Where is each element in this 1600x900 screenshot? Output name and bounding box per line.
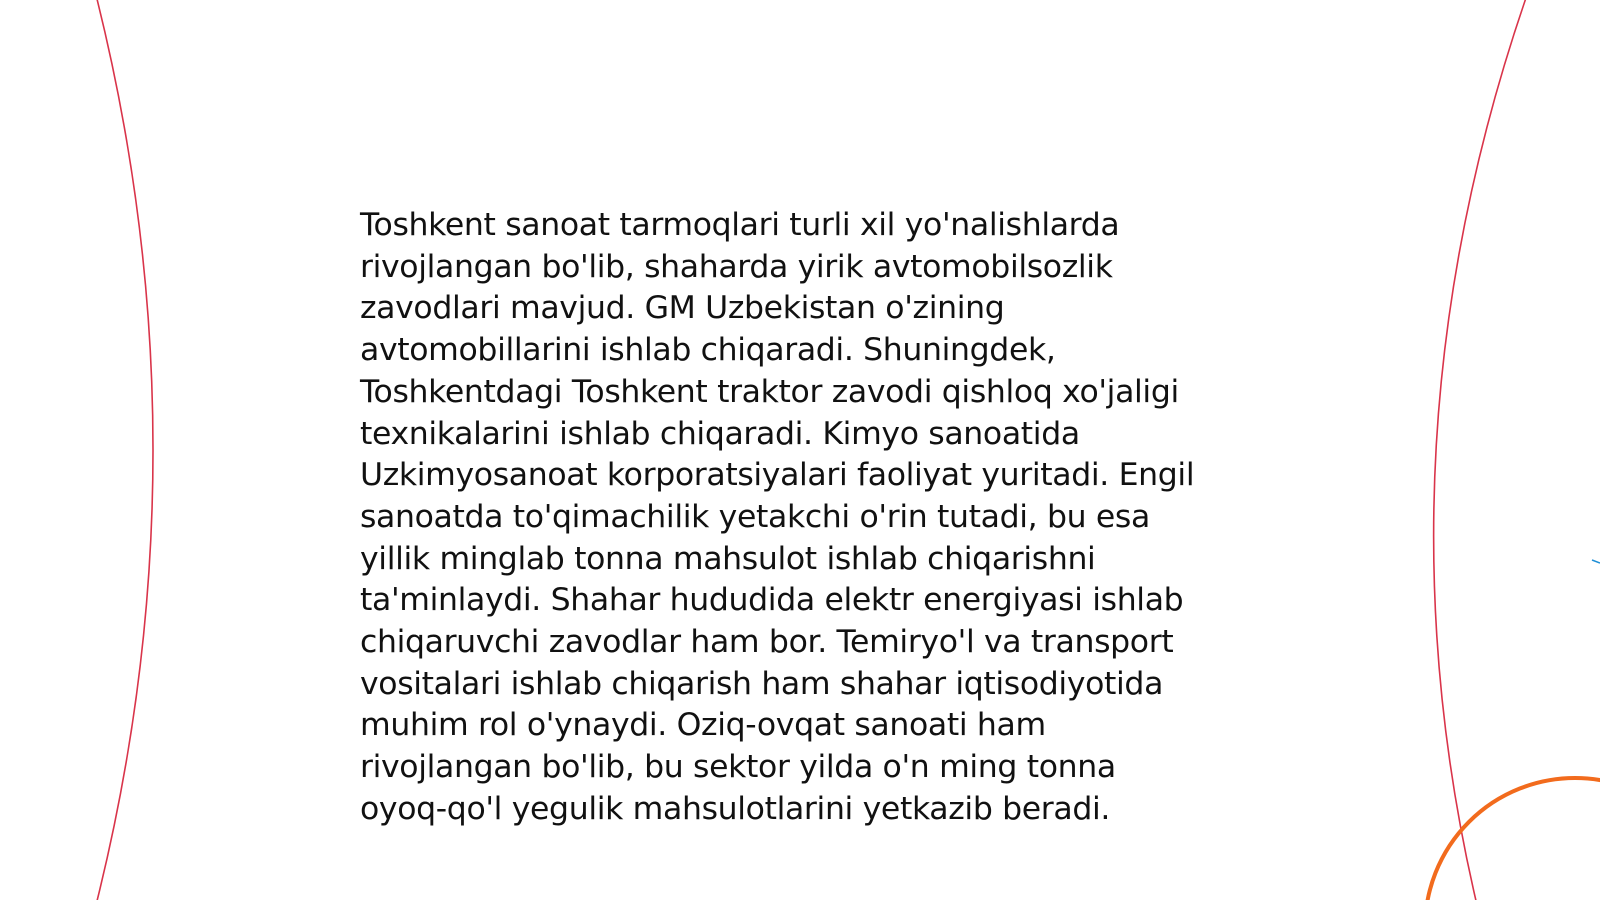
paragraph-line: oyoq-qo'l yegulik mahsulotlarini yetkazib beradi. xyxy=(360,790,1111,827)
paragraph-line: yillik minglab tonna mahsulot ishlab chiqarishni xyxy=(360,540,1096,577)
orange-ring-arc xyxy=(1425,778,1600,900)
paragraph-line: avtomobillarini ishlab chiqaradi. Shuningdek, xyxy=(360,332,1056,369)
paragraph-line: Uzkimyosanoat korporatsiyalari faoliyat yuritadi. Engil xyxy=(360,457,1195,494)
paragraph-line: chiqaruvchi zavodlar ham bor. Temiryo'l va transport xyxy=(360,624,1174,661)
paragraph-line: rivojlangan bo'lib, shaharda yirik avtomobilsozlik xyxy=(360,248,1113,285)
paragraph-line: muhim rol o'ynaydi. Oziq-ovqat sanoati ham xyxy=(360,707,1046,744)
paragraph-line: ta'minlaydi. Shahar hududida elektr energiyasi ishlab xyxy=(360,582,1184,619)
paragraph-line: Toshkent sanoat tarmoqlari turli xil yo'nalishlarda xyxy=(360,207,1120,243)
edge-mark xyxy=(1592,560,1600,563)
paragraph-line: sanoatda to'qimachilik yetakchi o'rin tutadi, bu esa xyxy=(360,498,1150,535)
body-paragraph xyxy=(360,205,1250,831)
paragraph-line: rivojlangan bo'lib, bu sektor yilda o'n ming tonna xyxy=(360,749,1116,786)
paragraph-line: Toshkentdagi Toshkent traktor zavodi qishloq xo'jaligi xyxy=(360,373,1179,410)
paragraph-line: zavodlari mavjud. GM Uzbekistan o'zining xyxy=(360,290,1005,327)
right-arc-line xyxy=(1434,0,1527,900)
paragraph-line: vositalari ishlab chiqarish ham shahar iqtisodiyotida xyxy=(360,665,1164,702)
paragraph-line: texnikalarini ishlab chiqaradi. Kimyo sanoatida xyxy=(360,415,1080,452)
left-arc-line xyxy=(96,0,153,900)
